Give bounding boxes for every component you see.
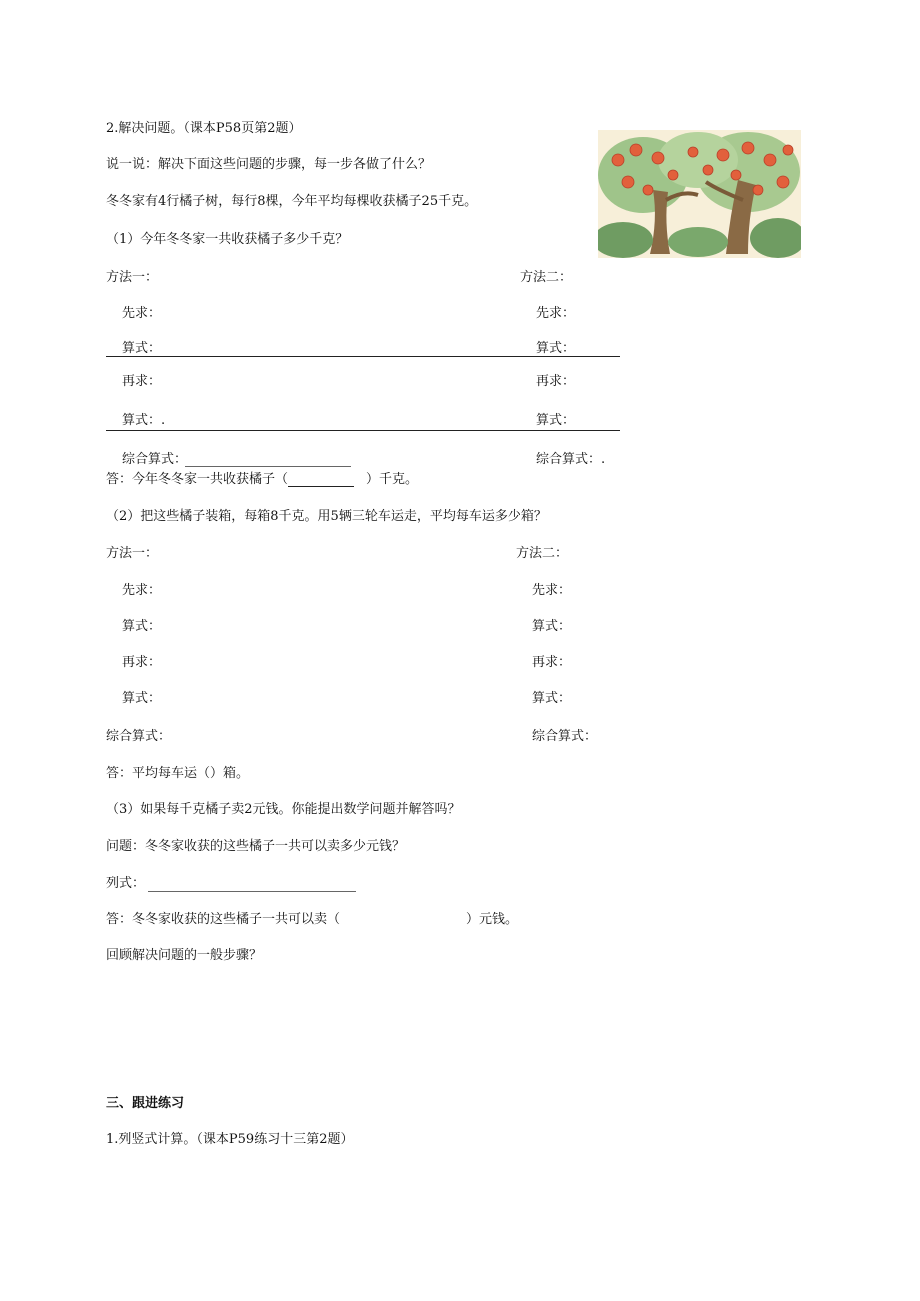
part1-question: （1）今年冬冬家一共收获橘子多少千克？ [106, 232, 349, 247]
part3-answer-suffix: ）元钱。 [466, 912, 519, 927]
part2-method1-then: 再求： [122, 655, 162, 670]
part1-method2-title: 方法二： [520, 270, 573, 285]
answer-line [106, 430, 620, 431]
part3-answer-prefix: 答：冬冬家收获的这些橘子一共可以卖（ [106, 912, 341, 927]
part2-method2-formula1: 算式： [532, 619, 572, 634]
part1-method1-then: 再求： [122, 374, 162, 389]
part1-method2-first: 先求： [536, 306, 576, 321]
part2-method2-first: 先求： [532, 583, 572, 598]
part2-method2-then: 再求： [532, 655, 572, 670]
part1-method1-combined: 综合算式： [122, 452, 188, 467]
part2-answer: 答：平均每车运（）箱。 [106, 766, 250, 781]
part2-method1-formula2: 算式： [122, 691, 162, 706]
fill-blank-line [148, 891, 356, 892]
part3-problem: 问题：冬冬家收获的这些橘子一共可以卖多少元钱？ [106, 839, 406, 854]
part2-method1-formula1: 算式： [122, 619, 162, 634]
part1-method2-combined: 综合算式：. [536, 452, 606, 467]
part2-question: （2）把这些橘子装箱，每箱8千克。用5辆三轮车运走，平均每车运多少箱？ [106, 509, 547, 524]
fill-blank-line [185, 466, 351, 467]
part1-method2-then: 再求： [536, 374, 576, 389]
practice-item: 1.列竖式计算。（课本P59练习十三第2题） [106, 1132, 354, 1147]
part3-formula-label: 列式： [106, 876, 146, 891]
part2-method1-title: 方法一： [106, 546, 159, 561]
problem-statement: 冬冬家有4行橘子树，每行8棵，今年平均每棵收获橘子25千克。 [106, 194, 478, 209]
answer-line [106, 356, 620, 357]
part2-method2-combined: 综合算式： [532, 729, 598, 744]
question-title: 2.解决问题。（课本P58页第2题） [106, 121, 302, 136]
review-question: 回顾解决问题的一般步骤？ [106, 948, 263, 963]
part1-answer-suffix: ）千克。 [366, 472, 419, 487]
part1-method1-first: 先求： [122, 306, 162, 321]
part2-method1-combined: 综合算式： [106, 729, 172, 744]
answer-blank-line [288, 486, 354, 487]
part2-method1-first: 先求： [122, 583, 162, 598]
section-heading: 三、跟进练习 [106, 1096, 185, 1111]
question-intro: 说一说：解决下面这些问题的步骤，每一步各做了什么？ [106, 157, 432, 172]
part1-method2-formula2: 算式： [536, 413, 576, 428]
part1-method2-formula1: 算式： [536, 341, 576, 356]
part2-method2-title: 方法二： [516, 546, 569, 561]
part1-method1-title: 方法一： [106, 270, 159, 285]
part2-method2-formula2: 算式： [532, 691, 572, 706]
orange-tree-illustration [598, 130, 801, 258]
part1-method1-formula2: 算式：. [122, 413, 166, 428]
part3-question: （3）如果每千克橘子卖2元钱。你能提出数学问题并解答吗？ [106, 802, 461, 817]
part1-method1-formula1: 算式： [122, 341, 162, 356]
part1-answer-prefix: 答：今年冬冬家一共收获橘子（ [106, 472, 289, 487]
